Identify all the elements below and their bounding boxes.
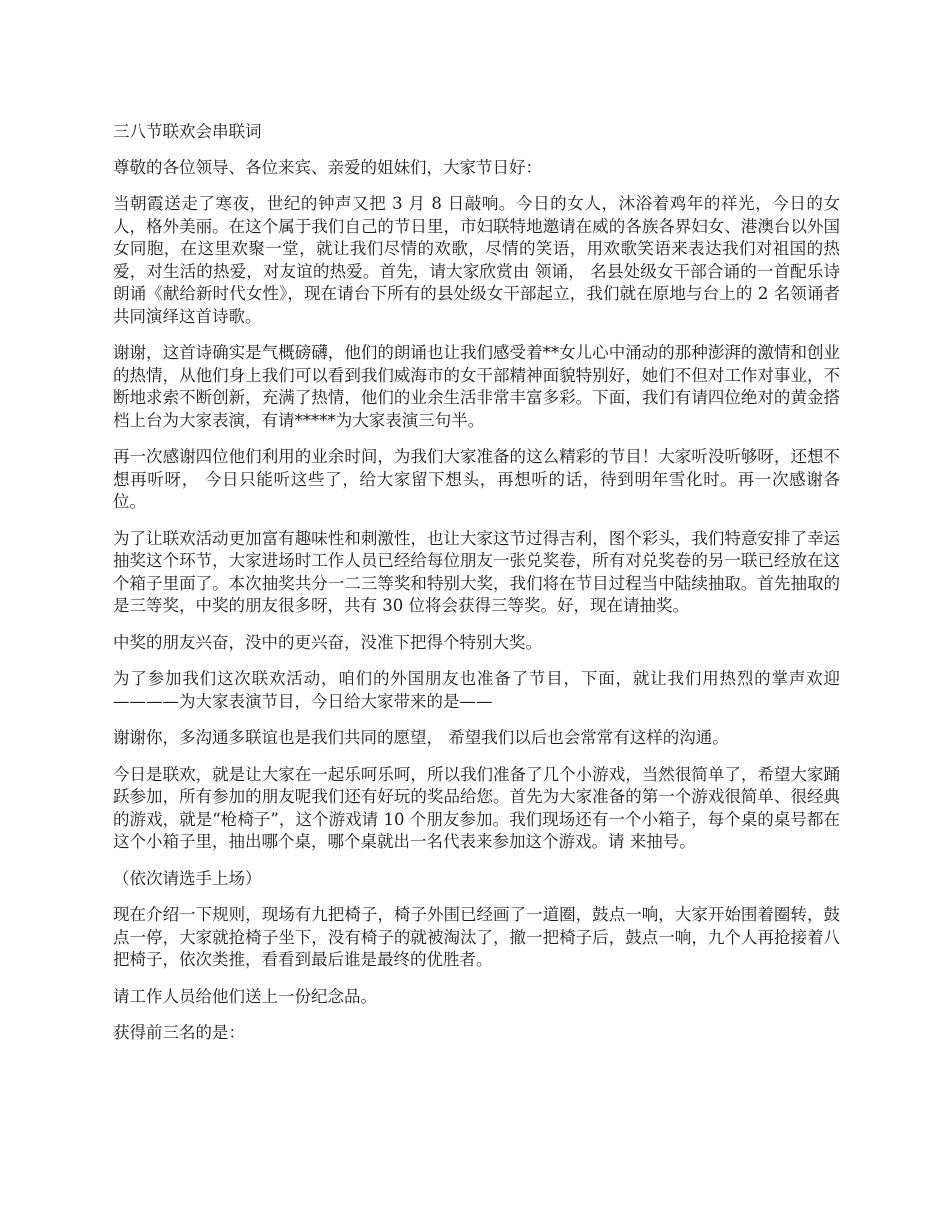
- paragraph-souvenir: 请工作人员给他们送上一份纪念品。: [113, 986, 377, 1006]
- document-body: [113, 121, 840, 1059]
- paragraph-lottery: 为了让联欢活动更加富有趣味性和刺激性，也让大家这节过得吉利，图个彩头，我们特意安排了幸运抽奖这个环节，大家进场时工作人员已经给每位朋友一张兑奖卷，所有对兑奖卷的另一联已经放在这个箱子里面了。本次抽奖共分一二三等奖和特别大奖，我们将在节目过程当中陆续抽取。首先抽取的是三等奖，中奖的朋友很多呀，共有 30 位将会获得三等奖。好，现在请抽奖。: [113, 528, 840, 615]
- paragraph-contestants: （依次请选手上场）: [113, 868, 262, 888]
- paragraph-opening: 当朝霞送走了寒夜，世纪的钟声又把 3 月 8 日敲响。今日的女人，沐浴着鸡年的祥光，今日的女人，格外美丽。在这个属于我们自己的节日里，市妇联特地邀请在威的各族各界妇女、港澳台以外国女同胞，在这里欢聚一堂，就让我们尽情的欢歌，尽情的笑语，用欢歌笑语来表达我们对祖国的热爱，对生活的热爱，对友谊的热爱。首先，请大家欣赏由 领诵， 名县处级女干部合诵的一首配乐诗朗诵《献给新时代女性》，现在请台下所有的县处级女干部起立，我们就在原地与台上的 2 名领诵者共同演绎这首诗歌。: [113, 194, 840, 326]
- paragraph-winners-excited: 中奖的朋友兴奋，没中的更兴奋，没准下把得个特别大奖。: [113, 632, 542, 652]
- paragraph-top-three: 获得前三名的是：: [113, 1023, 245, 1042]
- document-title: 三八节联欢会串联词: [113, 122, 262, 141]
- paragraph-rules: 现在介绍一下规则，现场有九把椅子，椅子外围已经画了一道圈，鼓点一响，大家开始围着圈转，鼓点一停，大家就抢椅子坐下，没有椅子的就被淘汰了，撤一把椅子后，鼓点一响，九个人再抢接着八把椅子，依次类推，看看到最后谁是最终的优胜者。: [113, 905, 840, 969]
- paragraph-poem-thanks: 谢谢，这首诗确实是气概磅礴，他们的朗诵也让我们感受着**女儿心中涌动的那种澎湃的激情和创业的热情，从他们身上我们可以看到我们威海市的女干部精神面貌特别好，她们不但对工作对事业，不断地求索不断创新，充满了热情，他们的业余生活非常丰富多彩。下面，我们有请四位绝对的黄金搭档上台为大家表演，有请*****为大家表演三句半。: [113, 343, 840, 430]
- paragraph-thanks-four: 再一次感谢四位他们利用的业余时间，为我们大家准备的这么精彩的节目！大家听没听够呀，还想不想再听呀， 今日只能听这些了，给大家留下想头，再想听的话，待到明年雪化时。再一次感谢各位。: [113, 447, 840, 511]
- paragraph-games: 今日是联欢，就是让大家在一起乐呵乐呵，所以我们准备了几个小游戏，当然很简单了，希望大家踊跃参加，所有参加的朋友呢我们还有好玩的奖品给您。首先为大家准备的第一个游戏很简单、很经典的游戏，就是“枪椅子”，这个游戏请 10 个朋友参加。我们现场还有一个小箱子，每个桌的桌号都在这个小箱子里，抽出哪个桌，哪个桌就出一名代表来参加这个游戏。请 来抽号。: [113, 764, 840, 851]
- paragraph-foreign-friends: 为了参加我们这次联欢活动，咱们的外国朋友也准备了节目，下面，就让我们用热烈的掌声欢迎————为大家表演节目，今日给大家带来的是——: [113, 669, 840, 711]
- paragraph-greeting: 尊敬的各位领导、各位来宾、亲爱的姐妹们，大家节日好：: [113, 157, 542, 177]
- paragraph-thanks-communication: 谢谢你，多沟通多联谊也是我们共同的愿望， 希望我们以后也会常常有这样的沟通。: [113, 728, 729, 747]
